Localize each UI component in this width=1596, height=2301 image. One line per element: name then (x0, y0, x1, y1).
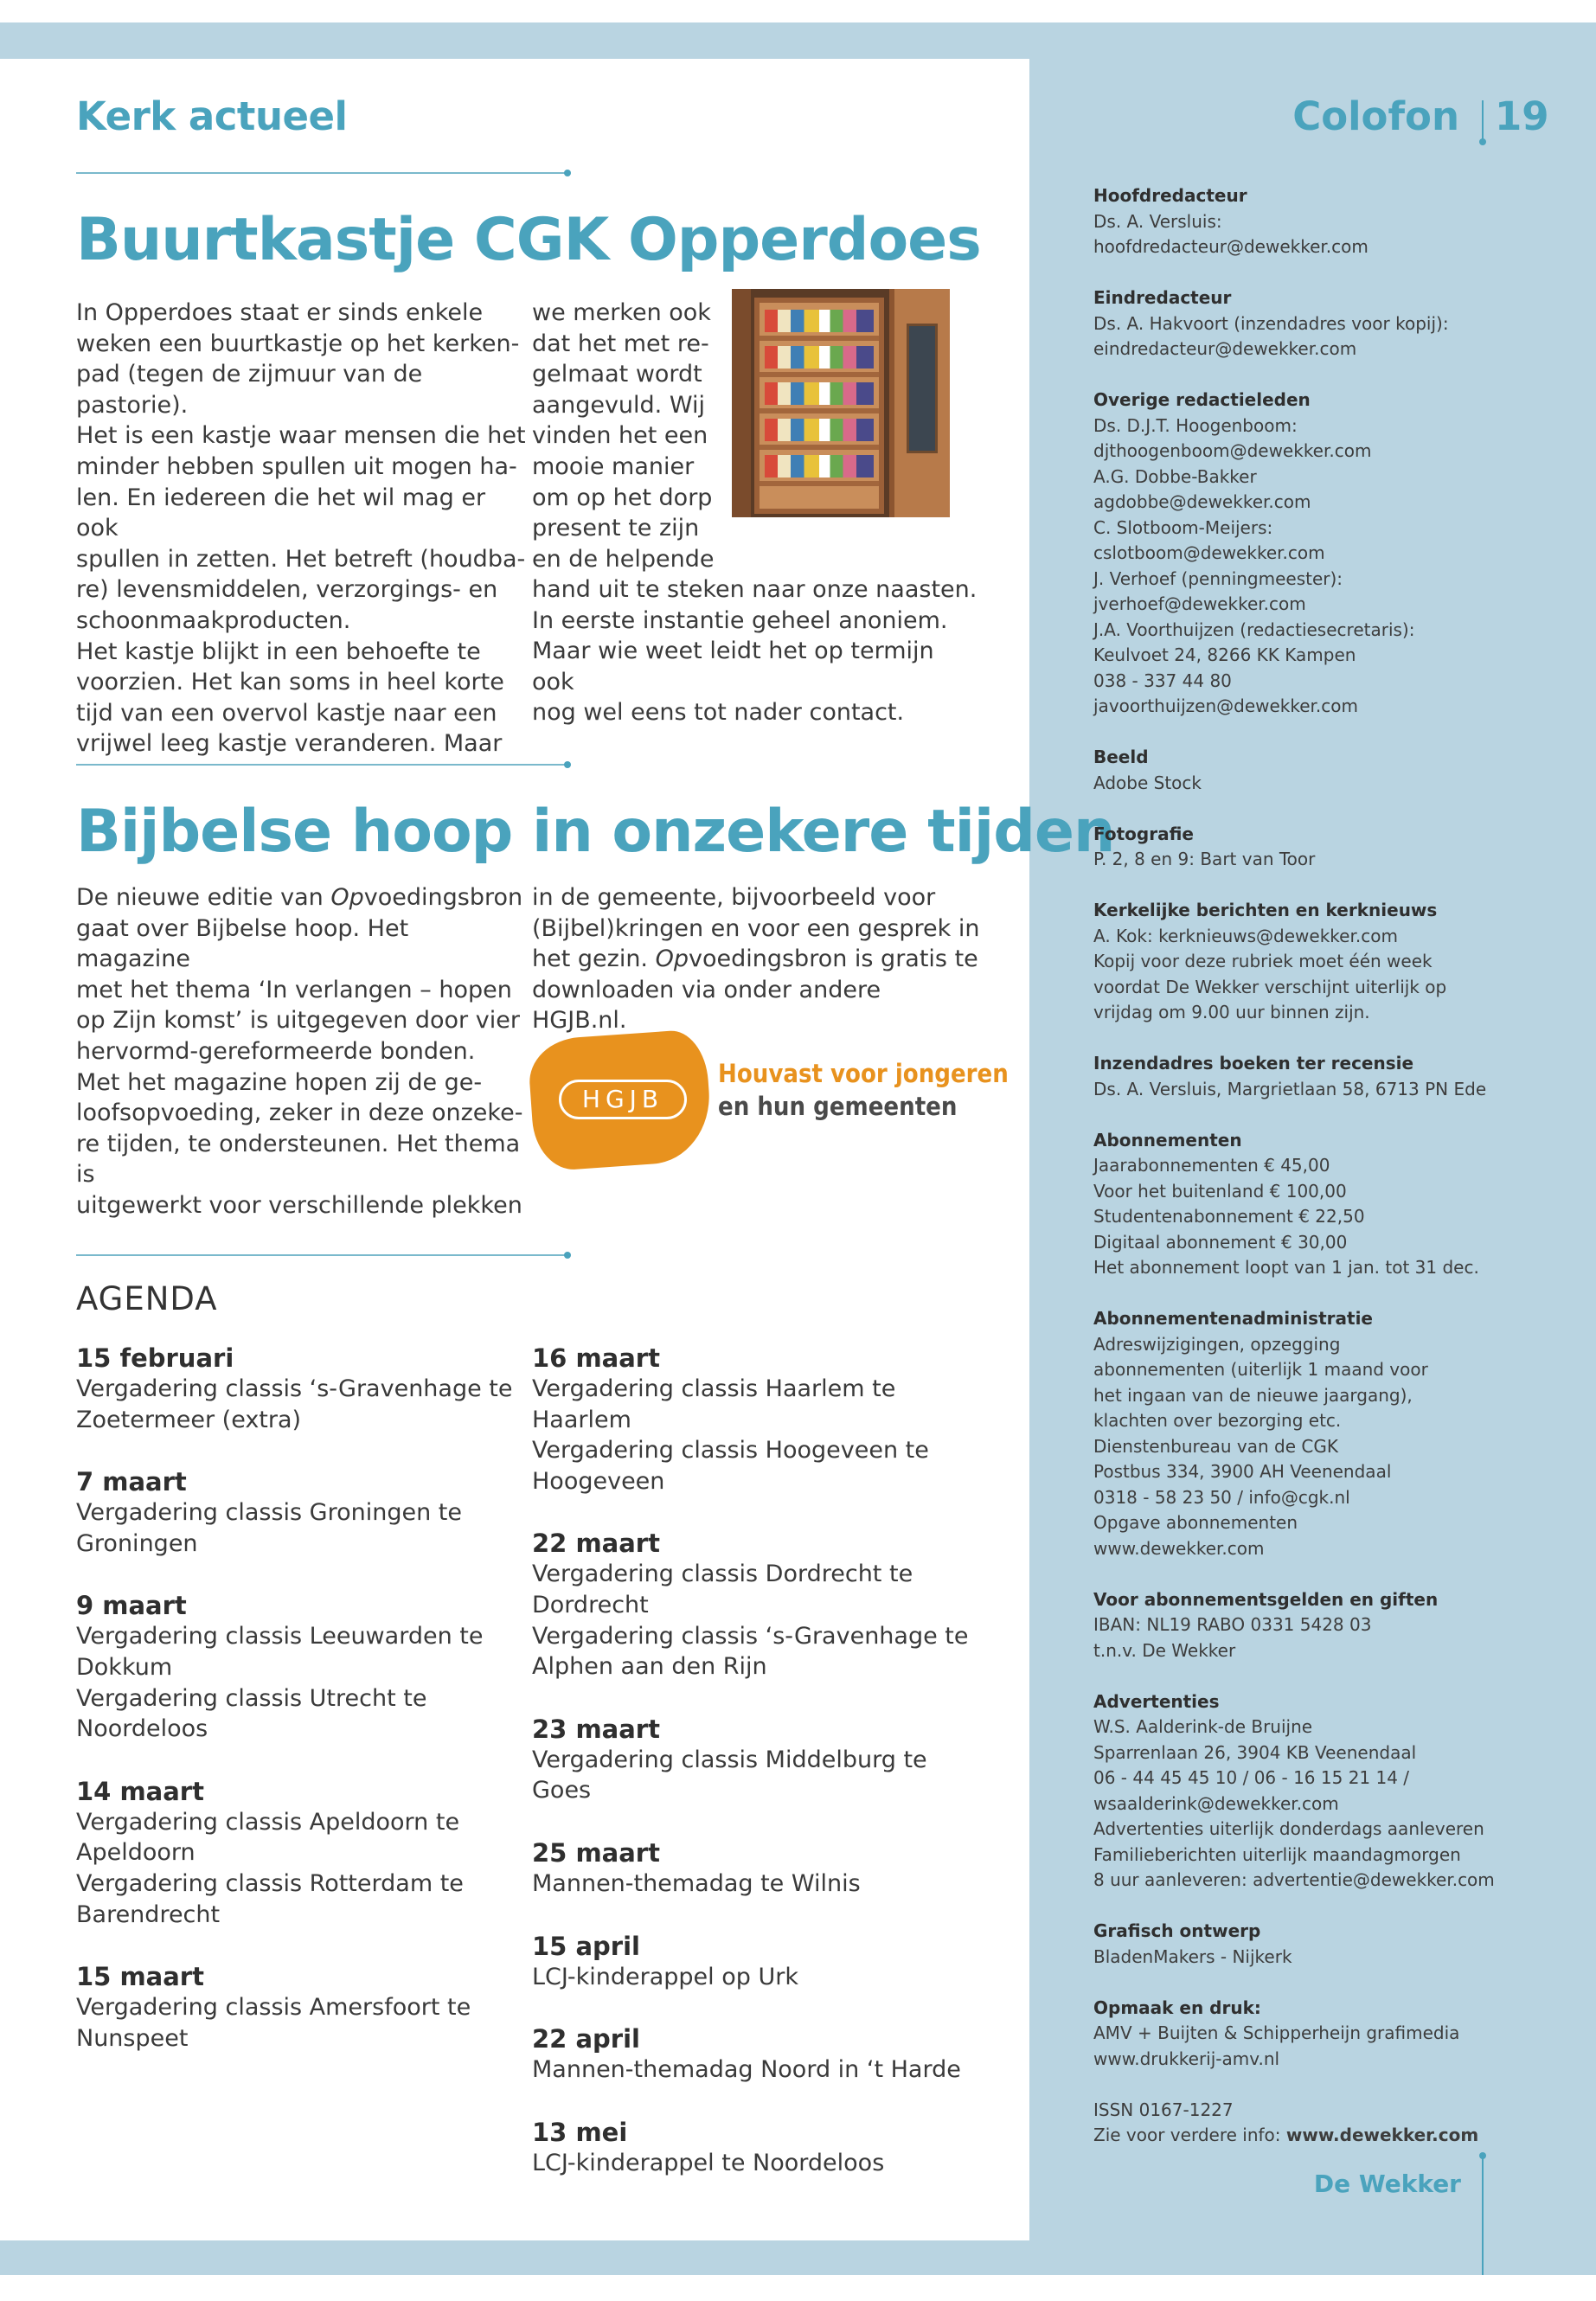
agenda-date: 22 maart (532, 1529, 660, 1559)
agenda-line: Groningen (76, 1529, 198, 1557)
agenda-item (76, 1961, 526, 2054)
agenda-date: 13 mei (532, 2117, 628, 2147)
colofon-line: Ds. D.J.T. Hoogenboom: (1093, 414, 1298, 436)
article1-title: Buurtkastje CGK Opperdoes (76, 206, 981, 274)
agenda-line: LCJ-kinderappel op Urk (532, 1963, 798, 1990)
colofon-line: Adreswijzigingen, opzegging (1093, 1333, 1341, 1355)
colofon-line: J.A. Voorthuijzen (redactiesecretaris): (1093, 619, 1415, 640)
agenda-item (532, 1343, 982, 1497)
colofon-line: Voor het buitenland € 100,00 (1093, 1180, 1347, 1202)
colofon-line: jverhoef@dewekker.com (1093, 593, 1306, 614)
colofon-heading: Eindredacteur (1093, 287, 1232, 308)
hgjb-tagline-1: Houvast voor jongeren (718, 1059, 1009, 1088)
agenda-line: Hoogeveen (532, 1467, 665, 1495)
agenda-item (76, 1466, 526, 1559)
agenda-line: Vergadering classis Apeldoorn te (76, 1808, 460, 1836)
article1-col1: In Opperdoes staat er sinds enkele weken een buurtkastje op het kerken- pad (tegen de zijmuur van de pastorie). Het is een kastje waar mensen die het minder hebben spullen uit mogen ha- len. En iedereen die het wil mag er ook spullen in zetten. Het betreft (houdba- re) levensmiddelen, verzorgings- en schoonmaakproducten. Het kastje blijkt in een behoefte te voorzien. Het kan soms in heel korte tijd van een overvol kastje naar een vrijwel leeg kastje veranderen. Maar (76, 299, 526, 758)
colofon-info-text: Zie voor verdere info: (1093, 2125, 1286, 2145)
agenda-item (532, 1931, 982, 1993)
agenda-line: Dokkum (76, 1653, 173, 1681)
colofon-line: Familieberichten uiterlijk maandagmorgen (1093, 1843, 1461, 1865)
colofon-heading: Beeld (1093, 747, 1149, 767)
agenda-item (76, 1590, 526, 1744)
colofon-line: Opgave abonnementen (1093, 1512, 1298, 1533)
colofon-line: vrijdag om 9.00 uur binnen zijn. (1093, 1002, 1370, 1022)
website-link[interactable]: www.dewekker.com (1285, 2125, 1479, 2145)
colofon-heading: Opmaak en druk: (1093, 1997, 1261, 2018)
colofon-line: Studentenabonnement € 22,50 (1093, 1206, 1365, 1227)
colofon-block (1093, 1051, 1543, 1102)
footer-rule (1482, 2157, 1484, 2275)
agenda-line: Nunspeet (76, 2024, 189, 2052)
agenda-item (532, 2117, 982, 2179)
colofon-heading: Abonnementenadministratie (1093, 1308, 1373, 1329)
colofon-heading: Fotografie (1093, 823, 1194, 844)
section-tag: Kerk actueel (76, 93, 348, 139)
agenda-line: Zoetermeer (extra) (76, 1406, 302, 1433)
colofon-block (1093, 822, 1543, 873)
agenda-line: Mannen-themadag Noord in ‘t Harde (532, 2056, 961, 2084)
agenda-date: 16 maart (532, 1343, 660, 1373)
section-rule (76, 172, 567, 174)
colofon-line: Adobe Stock (1093, 772, 1202, 793)
hgjb-logo (531, 1035, 1009, 1166)
agenda-date: 15 maart (76, 1962, 204, 1992)
colofon-line: hoofdredacteur@dewekker.com (1093, 236, 1368, 257)
agenda-line: Vergadering classis Middelburg te (532, 1746, 927, 1773)
colofon-block (1093, 745, 1543, 796)
colofon-line: Ds. A. Hakvoort (inzendadres voor kopij): (1093, 312, 1449, 334)
agenda-line: Vergadering classis Haarlem te (532, 1375, 896, 1402)
agenda-line: Dordrecht (532, 1591, 649, 1618)
colofon-info-line (1093, 2123, 1543, 2149)
colofon-heading: Overige redactieleden (1093, 389, 1311, 410)
agenda-line: Vergadering classis Groningen te (76, 1499, 462, 1527)
colofon-line: Advertenties uiterlijk donderdags aanleveren (1093, 1818, 1484, 1839)
agenda-title: AGENDA (76, 1280, 218, 1317)
colofon-line: www.dewekker.com (1093, 1537, 1265, 1559)
colofon-line: W.S. Aalderink-de Bruijne (1093, 1716, 1313, 1737)
agenda-date: 25 maart (532, 1837, 660, 1868)
colofon-block (1093, 388, 1543, 720)
colofon-line: het ingaan van de nieuwe jaargang), (1093, 1384, 1413, 1406)
colofon-block (1093, 1689, 1543, 1894)
colofon-heading: Voor abonnementsgelden en giften (1093, 1588, 1439, 1610)
agenda-date: 14 maart (76, 1776, 204, 1806)
colofon-line: 06 - 44 45 45 10 / 06 - 16 15 21 14 / (1093, 1767, 1410, 1788)
hgjb-tagline-2: en hun gemeenten (718, 1092, 958, 1121)
agenda-line: Vergadering classis Utrecht te (76, 1684, 427, 1712)
page-separator (1482, 100, 1484, 140)
page-number: 19 (1495, 93, 1549, 139)
colofon-line: Het abonnement loopt van 1 jan. tot 31 dec. (1093, 1257, 1479, 1278)
colofon-line: C. Slotboom-Meijers: (1093, 516, 1273, 538)
colofon-line: Jaarabonnementen € 45,00 (1093, 1155, 1330, 1176)
colofon-line: cslotboom@dewekker.com (1093, 542, 1325, 563)
agenda-item (76, 1776, 526, 1930)
colofon-line: J. Verhoef (penningmeester): (1093, 567, 1343, 589)
colofon-line: klachten over bezorging etc. (1093, 1410, 1342, 1431)
colofon-line: Ds. A. Versluis, Margrietlaan 58, 6713 PN Ede (1093, 1078, 1487, 1099)
colofon-block (1093, 1996, 1543, 2073)
colofon-heading: Kerkelijke berichten en kerknieuws (1093, 900, 1438, 920)
agenda-line: Vergadering classis Hoogeveen te (532, 1437, 929, 1465)
article1-col2-narrow: we merken ook dat het met re- gelmaat wordt aangevuld. Wij vinden het een mooie manier om op het dorp present te zijn en de helpende (532, 299, 715, 573)
colofon-line: ISSN 0167-1227 (1093, 2099, 1234, 2120)
hgjb-logo-letters: HGJB (559, 1080, 687, 1119)
colofon-line: 8 uur aanleveren: advertentie@dewekker.com (1093, 1869, 1495, 1890)
agenda-date: 23 maart (532, 1714, 660, 1744)
agenda-line: Goes (532, 1777, 592, 1804)
agenda-line: Apeldoorn (76, 1839, 195, 1867)
colofon-line: A. Kok: kerknieuws@dewekker.com (1093, 925, 1398, 946)
colofon-line: Digitaal abonnement € 30,00 (1093, 1231, 1348, 1253)
article2-col1: De nieuwe editie van Opvoedingsbron gaat over Bijbelse hoop. Het magazine met het thema ‘In verlangen – hopen op Zijn komst’ is uitgegeven door vier hervormd-gereformeerde bonden. Met het magazine hopen zij de ge- loofsopvoeding, zeker in deze onzeke- re tijden, te ondersteunen. Het thema is uitgewerkt voor verschillende plekken (76, 884, 523, 1219)
colofon-title: Colofon (1292, 93, 1459, 139)
colofon-line: P. 2, 8 en 9: Bart van Toor (1093, 849, 1316, 869)
agenda-date: 15 april (532, 1931, 640, 1961)
colofon-block (1093, 285, 1543, 362)
colofon-line: A.G. Dobbe-Bakker (1093, 465, 1257, 487)
bottom-margin (0, 2275, 1596, 2301)
agenda-line: Noordeloos (76, 1715, 208, 1743)
colofon-list (1093, 183, 1543, 2149)
colofon-line: Ds. A. Versluis: (1093, 210, 1222, 232)
colofon-block (1093, 898, 1543, 1026)
colofon-line: Postbus 334, 3900 AH Veenendaal (1093, 1461, 1392, 1482)
hgjb-link[interactable]: HGJB.nl (532, 1007, 619, 1035)
agenda-line: Mannen-themadag te Wilnis (532, 1869, 861, 1897)
agenda-line: Vergadering classis ‘s-Gravenhage te (532, 1622, 969, 1650)
colofon-line: 038 - 337 44 80 (1093, 670, 1232, 691)
agenda-left-column (76, 1343, 526, 2085)
colofon-line: www.drukkerij-amv.nl (1093, 2048, 1280, 2069)
agenda-item (76, 1343, 526, 1435)
colofon-line: Keulvoet 24, 8266 KK Kampen (1093, 644, 1356, 665)
buurtkastje-photo (732, 289, 950, 517)
colofon-line: voordat De Wekker verschijnt uiterlijk op (1093, 976, 1447, 997)
colofon-block (1093, 1919, 1543, 1970)
article2-col2: in de gemeente, bijvoorbeeld voor (Bijbel)kringen en voor een gesprek in het gezin. Opvoedingsbron is gratis te downloaden via onder andere HGJB.nl. (532, 884, 980, 1035)
agenda-line: Vergadering classis Dordrecht te (532, 1561, 913, 1588)
colofon-heading: Grafisch ontwerp (1093, 1920, 1261, 1941)
colofon-line: Kopij voor deze rubriek moet één week (1093, 951, 1433, 971)
colofon-line: t.n.v. De Wekker (1093, 1639, 1236, 1661)
colofon-heading: Abonnementen (1093, 1129, 1242, 1150)
colofon-heading: Hoofdredacteur (1093, 185, 1247, 206)
colofon-line: AMV + Buijten & Schipperheijn grafimedia (1093, 2022, 1460, 2043)
footer-brand: De Wekker (1313, 2170, 1461, 2198)
colofon-block (1093, 1306, 1543, 1561)
top-margin (0, 0, 1596, 22)
colofon-heading: Advertenties (1093, 1690, 1220, 1712)
agenda-item (532, 2023, 982, 2086)
agenda-line: Vergadering classis ‘s-Gravenhage te (76, 1375, 513, 1402)
colofon-line: djthoogenboom@dewekker.com (1093, 440, 1372, 461)
agenda-item (532, 1528, 982, 1682)
agenda-date: 9 maart (76, 1591, 187, 1621)
colofon-block (1093, 1587, 1543, 1664)
agenda-date: 22 april (532, 2024, 640, 2054)
agenda-line: Alphen aan den Rijn (532, 1653, 767, 1681)
agenda-date: 7 maart (76, 1467, 187, 1497)
article1-col2-wide: hand uit te steken naar onze naasten. In eerste instantie geheel anoniem. Maar wie weet leidt het op termijn ook nog wel eens tot nader contact. (532, 576, 977, 727)
agenda-line: Haarlem (532, 1406, 631, 1433)
colofon-line: Dienstenbureau van de CGK (1093, 1435, 1338, 1457)
colofon-line: javoorthuijzen@dewekker.com (1093, 695, 1359, 716)
agenda-line: Vergadering classis Amersfoort te (76, 1994, 471, 2022)
colofon-line: Sparrenlaan 26, 3904 KB Veenendaal (1093, 1741, 1417, 1763)
colofon-line: BladenMakers - Nijkerk (1093, 1945, 1292, 1967)
colofon-line: 0318 - 58 23 50 / info@cgk.nl (1093, 1486, 1350, 1508)
agenda-line: LCJ-kinderappel te Noordeloos (532, 2149, 885, 2176)
colofon-line: wsaalderink@dewekker.com (1093, 1792, 1339, 1814)
agenda-right-column (532, 1343, 982, 2209)
agenda-line: Vergadering classis Rotterdam te (76, 1869, 464, 1897)
colofon-line: eindredacteur@dewekker.com (1093, 338, 1357, 359)
agenda-line: Barendrecht (76, 1900, 221, 1928)
colofon-line: IBAN: NL19 RABO 0331 5428 03 (1093, 1614, 1372, 1635)
colofon-line: agdobbe@dewekker.com (1093, 491, 1311, 512)
agenda-date: 15 februari (76, 1343, 234, 1373)
section-rule (76, 764, 567, 766)
colofon-block (1093, 2098, 1543, 2149)
colofon-block (1093, 1128, 1543, 1281)
agenda-item (532, 1837, 982, 1900)
agenda-item (532, 1714, 982, 1806)
agenda-line: Vergadering classis Leeuwarden te (76, 1623, 484, 1650)
colofon-heading: Inzendadres boeken ter recensie (1093, 1053, 1414, 1074)
colofon-block (1093, 183, 1543, 260)
colofon-line: abonnementen (uiterlijk 1 maand voor (1093, 1359, 1428, 1380)
article2-title: Bijbelse hoop in onzekere tijden (76, 798, 1115, 866)
section-rule (76, 1254, 567, 1256)
